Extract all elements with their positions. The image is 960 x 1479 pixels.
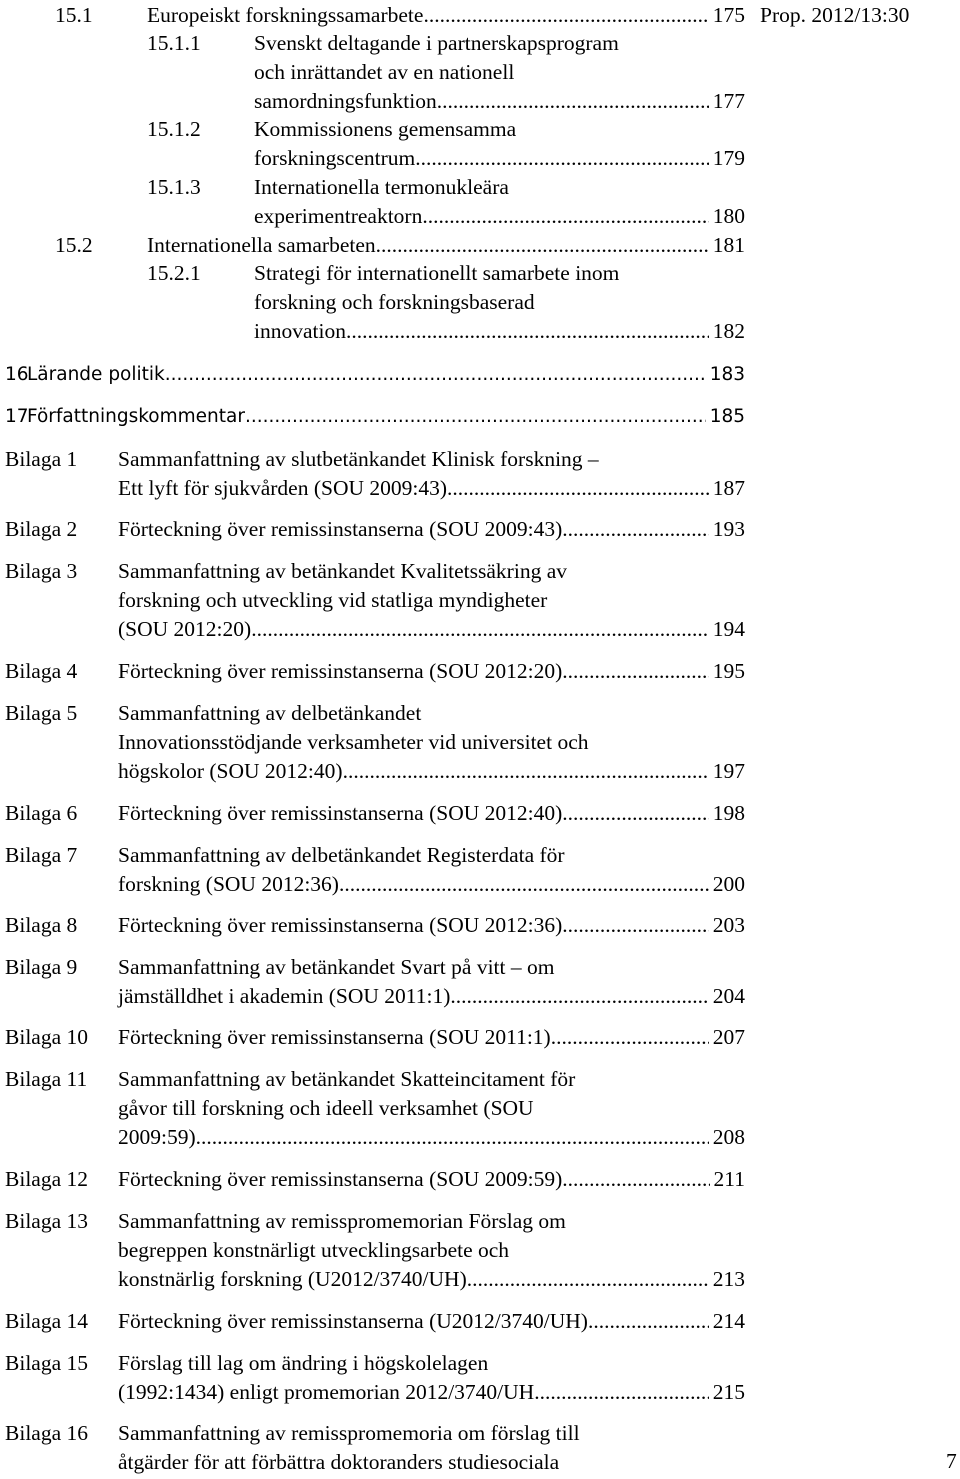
toc-entry-title-line: Svenskt deltagande i partnerskapsprogram xyxy=(254,31,619,55)
toc-entry-title-line: Sammanfattning av remisspromemoria om förslag till xyxy=(118,1421,580,1445)
toc-entry-page: 203 xyxy=(712,913,745,937)
toc-entry-title-line: Kommissionens gemensamma xyxy=(254,117,517,141)
toc-entry-title-line: Sammanfattning av delbetänkandet xyxy=(118,701,422,725)
toc-entry-title-line: högskolor (SOU 2012:40) xyxy=(118,759,343,783)
toc-entry-page: 200 xyxy=(712,872,745,896)
dot-leader xyxy=(343,758,709,784)
toc-entry-leader-row xyxy=(118,475,745,501)
dot-leader xyxy=(588,1308,709,1334)
toc-entry-title-line: Internationella samarbeten xyxy=(147,233,376,257)
dot-leader xyxy=(196,1124,709,1150)
toc-entry-page: 213 xyxy=(712,1267,745,1291)
toc-entry-number: Bilaga 5 xyxy=(5,701,78,725)
toc-entry-title-line: Förteckning över remissinstanserna (SOU 2011:1) xyxy=(118,1025,551,1049)
toc-entry-number: Bilaga 12 xyxy=(5,1167,88,1191)
toc-entry-title-line: Strategi för internationellt samarbete inom xyxy=(254,261,620,285)
toc-entry-title-line: Sammanfattning av betänkandet Svart på vitt – om xyxy=(118,955,555,979)
toc-entry-title-line: samordningsfunktion xyxy=(254,89,437,113)
toc-entry-title-line: Författningskommentar xyxy=(27,406,245,427)
toc-entry-number: Bilaga 15 xyxy=(5,1351,88,1375)
toc-entry-title-line: Ett lyft för sjukvården (SOU 2009:43) xyxy=(118,476,448,500)
toc-entry-title-line: (SOU 2012:20) xyxy=(118,617,252,641)
dot-leader xyxy=(251,616,709,642)
toc-entry-title-line: Sammanfattning av slutbetänkandet Klinisk forskning – xyxy=(118,447,599,471)
toc-entry-number: Bilaga 1 xyxy=(5,447,78,471)
toc-entry-title-line: Lärande politik xyxy=(27,364,165,385)
toc-entry-title-line: experimentreaktorn xyxy=(254,204,423,228)
toc-entry-title-line: gåvor till forskning och ideell verksamhet (SOU xyxy=(118,1096,534,1120)
toc-entry-leader-row xyxy=(118,1266,745,1292)
dot-leader xyxy=(376,232,709,258)
dot-leader xyxy=(534,1379,709,1405)
toc-entry-title-line: Sammanfattning av remisspromemorian Förslag om xyxy=(118,1209,566,1233)
toc-entry-title-line: Sammanfattning av delbetänkandet Registerdata för xyxy=(118,843,565,867)
toc-entry-leader-row xyxy=(118,658,745,684)
dot-leader xyxy=(562,1166,709,1192)
toc-entry-leader-row xyxy=(118,616,745,642)
toc-entry-title-line: konstnärlig forskning (U2012/3740/UH) xyxy=(118,1267,467,1291)
toc-entry-title-line: innovation xyxy=(254,319,346,343)
toc-entry-number: 15.1.3 xyxy=(147,175,201,199)
dot-leader xyxy=(562,516,708,542)
toc-entry-number: Bilaga 3 xyxy=(5,559,78,583)
toc-entry-title-line: och inrättandet av en nationell xyxy=(254,60,515,84)
toc-entry-leader-row xyxy=(118,983,745,1009)
toc-entry-leader-row xyxy=(118,758,745,784)
toc-entry-title-line: Förteckning över remissinstanserna (U2012/3740/UH) xyxy=(118,1309,588,1333)
dot-leader xyxy=(562,912,708,938)
toc-entry-page: 211 xyxy=(713,1167,745,1191)
dot-leader xyxy=(562,658,708,684)
toc-entry-number: Bilaga 11 xyxy=(5,1067,88,1091)
toc-entry-number: 15.1.2 xyxy=(147,117,201,141)
toc-entry-leader-row xyxy=(118,1308,745,1334)
toc-entry-page: 197 xyxy=(712,759,745,783)
toc-entry-title-line: Förteckning över remissinstanserna (SOU 2012:40) xyxy=(118,801,563,825)
toc-entry-title-line: forskning (SOU 2012:36) xyxy=(118,872,339,896)
toc-entry-page: 182 xyxy=(712,319,745,343)
toc-entry-title-line: jämställdhet i akademin (SOU 2011:1) xyxy=(118,984,451,1008)
toc-entry-leader-row xyxy=(254,88,745,114)
toc-entry-leader-row xyxy=(118,516,745,542)
toc-entry-page: 179 xyxy=(712,146,745,170)
toc-entry-number: 15.1.1 xyxy=(147,31,201,55)
toc-entry-page: 175 xyxy=(712,3,745,27)
dot-leader xyxy=(415,145,709,171)
toc-entry-title-line: Förteckning över remissinstanserna (SOU 2009:43) xyxy=(118,517,563,541)
toc-entry-number: Bilaga 10 xyxy=(5,1025,88,1049)
toc-entry-title-line: Europeiskt forskningssamarbete xyxy=(147,3,424,27)
toc-entry-number: Bilaga 7 xyxy=(5,843,78,867)
toc-entry-leader-row xyxy=(254,318,745,344)
toc-entry-title-line: Förteckning över remissinstanserna (SOU 2012:20) xyxy=(118,659,563,683)
toc-entry-leader-row xyxy=(118,1379,745,1405)
toc-entry-page: 208 xyxy=(712,1125,745,1149)
toc-entry-title-line: Sammanfattning av betänkandet Skatteincitament för xyxy=(118,1067,576,1091)
toc-entry-number: Bilaga 9 xyxy=(5,955,78,979)
dot-leader xyxy=(245,404,706,430)
toc-entry-page: 214 xyxy=(712,1309,745,1333)
dot-leader xyxy=(467,1266,709,1292)
toc-entry-page: 177 xyxy=(712,89,745,113)
toc-entry-title-line: Förslag till lag om ändring i högskolelagen xyxy=(118,1351,489,1375)
toc-entry-title-line: Innovationsstödjande verksamheter vid universitet och xyxy=(118,730,589,754)
toc-entry-page: 187 xyxy=(712,476,745,500)
toc-entry-number: Bilaga 8 xyxy=(5,913,78,937)
toc-entry-leader-row xyxy=(27,404,745,430)
dot-leader xyxy=(450,983,708,1009)
toc-entry-title-line: Internationella termonukleära xyxy=(254,175,509,199)
document-reference: Prop. 2012/13:30 xyxy=(760,3,910,27)
toc-entry-page: 181 xyxy=(712,233,745,257)
toc-entry-title-line: begreppen konstnärligt utvecklingsarbete och xyxy=(118,1238,510,1262)
toc-entry-title-line: Förteckning över remissinstanserna (SOU 2012:36) xyxy=(118,913,563,937)
dot-leader xyxy=(165,362,706,388)
toc-entry-leader-row xyxy=(27,362,745,388)
dot-leader xyxy=(562,800,708,826)
dot-leader xyxy=(346,318,709,344)
toc-entry-number: 16 xyxy=(5,364,29,385)
toc-entry-title-line: forskningscentrum xyxy=(254,146,416,170)
toc-entry-number: Bilaga 13 xyxy=(5,1209,88,1233)
toc-entry-page: 183 xyxy=(709,364,745,385)
toc-entry-title-line: Sammanfattning av betänkandet Kvalitetssäkring av xyxy=(118,559,567,583)
toc-entry-number: Bilaga 4 xyxy=(5,659,78,683)
dot-leader xyxy=(437,88,709,114)
dot-leader xyxy=(339,871,709,897)
toc-entry-number: 15.2 xyxy=(55,233,93,257)
page-number: 7 xyxy=(946,1449,957,1473)
toc-entry-number: 15.2.1 xyxy=(147,261,201,285)
toc-entry-page: 204 xyxy=(712,984,745,1008)
toc-entry-leader-row xyxy=(118,1124,745,1150)
toc-entry-page: 185 xyxy=(709,406,745,427)
toc-entry-title-line: Förteckning över remissinstanserna (SOU 2009:59) xyxy=(118,1167,563,1191)
toc-entry-page: 195 xyxy=(712,659,745,683)
toc-entry-leader-row xyxy=(118,912,745,938)
toc-entry-leader-row xyxy=(147,2,745,28)
toc-entry-page: 193 xyxy=(712,517,745,541)
toc-entry-page: 207 xyxy=(712,1025,745,1049)
dot-leader xyxy=(447,475,709,501)
toc-entry-leader-row xyxy=(118,800,745,826)
toc-entry-title-line: 2009:59) xyxy=(118,1125,196,1149)
toc-entry-title-line: åtgärder för att förbättra doktoranders studiesociala xyxy=(118,1450,560,1474)
dot-leader xyxy=(551,1024,709,1050)
toc-entry-page: 180 xyxy=(712,204,745,228)
toc-entry-leader-row xyxy=(147,232,745,258)
dot-leader xyxy=(422,203,708,229)
toc-entry-number: Bilaga 6 xyxy=(5,801,78,825)
toc-entry-number: Bilaga 14 xyxy=(5,1309,88,1333)
toc-entry-title-line: forskning och utveckling vid statliga myndigheter xyxy=(118,588,548,612)
toc-entry-page: 198 xyxy=(712,801,745,825)
toc-entry-page: 194 xyxy=(712,617,745,641)
toc-entry-number: Bilaga 2 xyxy=(5,517,78,541)
toc-entry-leader-row xyxy=(254,145,745,171)
toc-entry-leader-row xyxy=(118,1166,745,1192)
toc-entry-leader-row xyxy=(254,203,745,229)
toc-entry-page: 215 xyxy=(712,1380,745,1404)
toc-entry-number: 15.1 xyxy=(55,3,93,27)
toc-entry-title-line: forskning och forskningsbaserad xyxy=(254,290,535,314)
dot-leader xyxy=(423,2,708,28)
toc-entry-leader-row xyxy=(118,871,745,897)
toc-entry-title-line: (1992:1434) enligt promemorian 2012/3740/UH xyxy=(118,1380,535,1404)
toc-entry-number: 17 xyxy=(5,406,29,427)
toc-entry-number: Bilaga 16 xyxy=(5,1421,88,1445)
toc-entry-leader-row xyxy=(118,1024,745,1050)
